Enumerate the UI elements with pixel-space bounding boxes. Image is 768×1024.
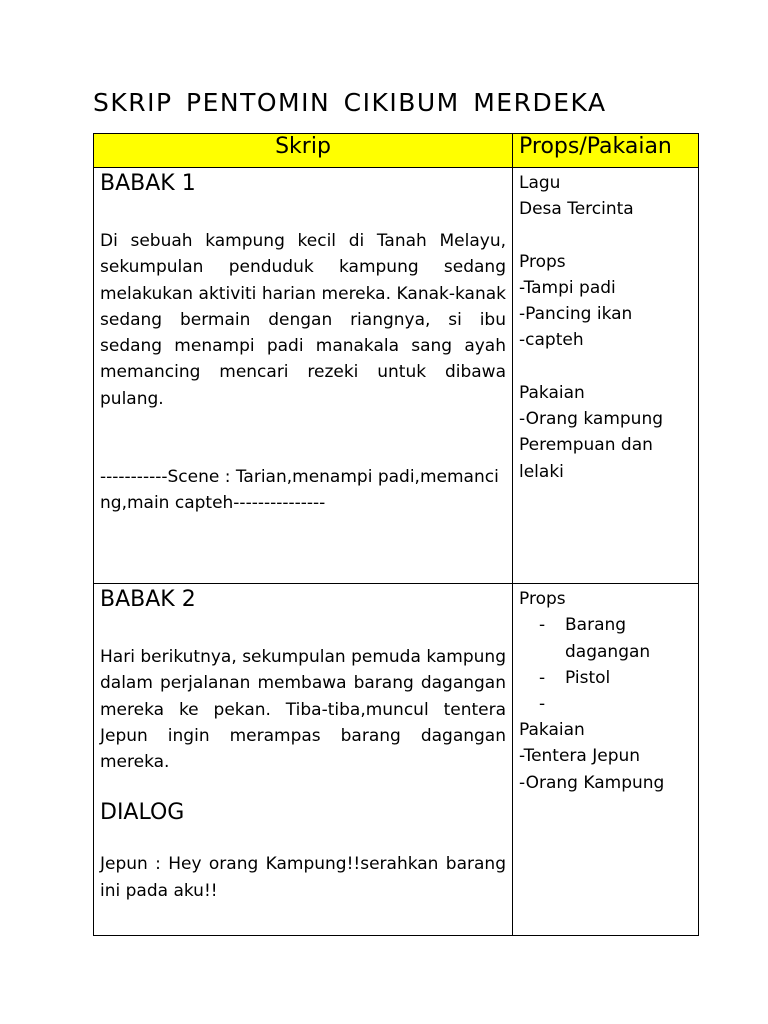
props-item: - Pistol <box>539 665 692 691</box>
props-label: Props <box>519 251 566 272</box>
pakaian-label: Pakaian <box>519 720 585 741</box>
babak-1-paragraph: Di sebuah kampung kecil di Tanah Melayu, sekumpulan penduduk kampung sedang melakukan aktiviti harian mereka. Kanak-kanak sedang bermain dengan riangnya, si ibu sedang menampi padi manakala sang ayah memancing mencari rezeki untuk dibawa pulang. <box>100 231 506 409</box>
pakaian-item: -Orang Kampung <box>519 772 665 793</box>
pakaian-item: Perempuan dan lelaki <box>519 435 653 482</box>
props-item: -capteh <box>519 330 584 351</box>
dialog-heading: DIALOG <box>100 800 185 826</box>
babak-2-script-cell <box>94 584 513 936</box>
props-label: Props <box>519 589 566 609</box>
lagu-title: Desa Tercinta <box>519 199 634 220</box>
lagu-label: Lagu <box>519 173 561 193</box>
babak-2-paragraph: Hari berikutnya, sekumpulan pemuda kampung dalam perjalanan membawa barang dagangan mereka ke pekan. Tiba-tiba,muncul tentera Jepun ingin merampas barang dagangan mereka. <box>100 647 506 773</box>
script-table <box>93 133 699 936</box>
dialog-speaker: Jepun <box>100 854 148 875</box>
table-row-babak-1 <box>94 168 699 584</box>
babak-1-scene: -----------Scene : Tarian,menampi padi,memancing,main capteh--------------- <box>100 467 499 514</box>
header-row <box>94 134 699 168</box>
babak-2-heading: BABAK 2 <box>100 587 196 612</box>
props-list <box>519 612 692 717</box>
header-props-pakaian: Props/Pakaian <box>513 134 699 168</box>
pakaian-item: -Tentera Jepun <box>519 746 641 767</box>
header-skrip: Skrip <box>94 134 513 168</box>
pakaian-label: Pakaian <box>519 382 585 403</box>
props-item: -Pancing ikan <box>519 304 633 325</box>
babak-1-props-cell <box>513 168 699 584</box>
babak-1-heading: BABAK 1 <box>100 171 196 196</box>
props-item: -Tampi padi <box>519 277 616 298</box>
table-row-babak-2 <box>94 584 699 936</box>
dialog-line <box>100 851 506 904</box>
dialog-text: Hey orang Kampung!!serahkan barang ini pada aku!! <box>100 854 506 901</box>
dialog-separator: : <box>147 854 169 875</box>
props-item <box>539 691 692 717</box>
document-title: SKRIP PENTOMIN CIKIBUM MERDEKA <box>93 88 607 117</box>
babak-1-script-cell <box>94 168 513 584</box>
props-item: - Barang dagangan <box>539 612 692 665</box>
babak-2-props-cell <box>513 584 699 936</box>
pakaian-item: -Orang kampung <box>519 409 664 430</box>
